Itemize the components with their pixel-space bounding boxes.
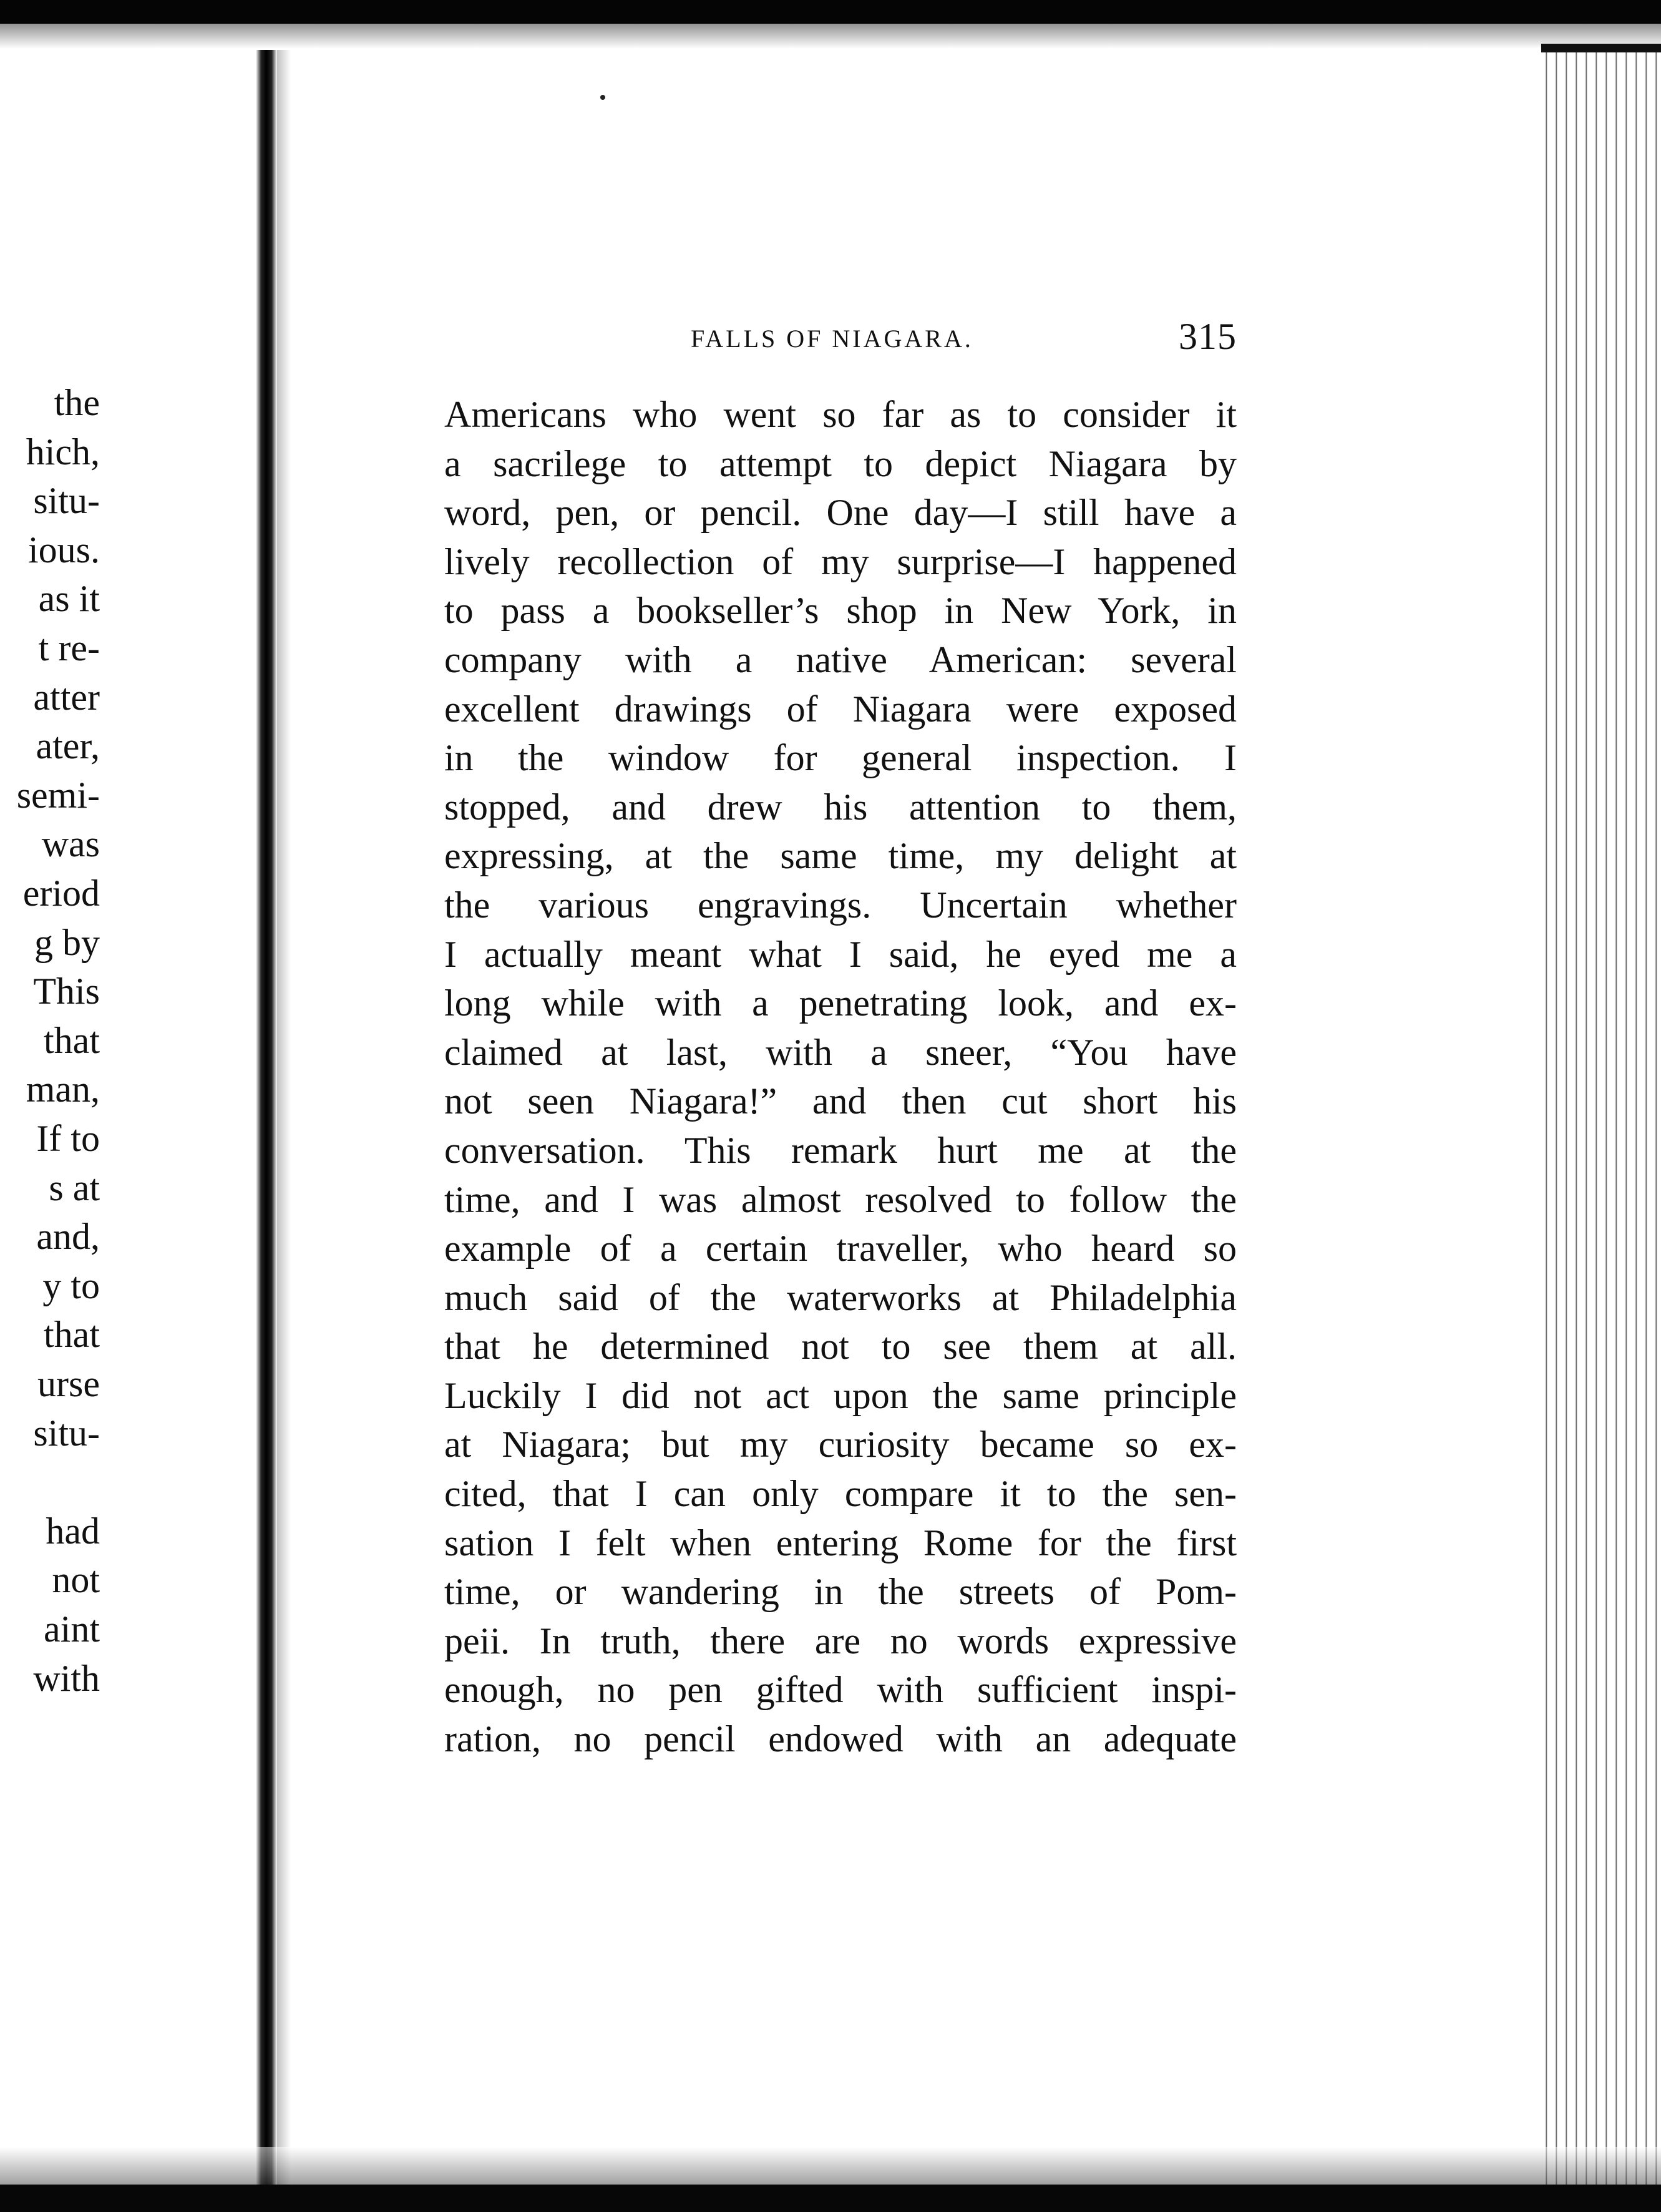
body-line-text: example of a certain traveller, who heard so	[444, 1228, 1237, 1270]
page-edges	[1541, 44, 1661, 2212]
body-line	[444, 1175, 1237, 1225]
gutter-shadow	[277, 50, 291, 2212]
body-line-text: that he determined not to see them at all.	[444, 1326, 1237, 1368]
left-page-line: atter	[33, 676, 100, 718]
left-page-line: as it	[38, 578, 100, 620]
left-page-line: situ-	[33, 480, 100, 522]
running-head: FALLS OF NIAGARA.	[691, 325, 973, 353]
body-line	[444, 930, 1237, 979]
left-page-line: was	[41, 823, 100, 865]
left-page-line: the	[54, 382, 100, 423]
body-line	[444, 586, 1237, 635]
body-line-text: excellent drawings of Niagara were exposed	[444, 688, 1237, 730]
body-line-text: Luckily I did not act upon the same principle	[444, 1374, 1237, 1416]
left-page-line: semi-	[16, 774, 100, 816]
body-line	[444, 881, 1237, 930]
body-line	[444, 1420, 1237, 1469]
left-page-line: man,	[26, 1069, 100, 1110]
body-line-text: time, or wandering in the streets of Pom-	[444, 1571, 1237, 1613]
left-page-line: s at	[49, 1167, 100, 1208]
body-line-text: to pass a bookseller’s shop in New York, in	[444, 590, 1237, 632]
scan-top-shadow	[0, 24, 1661, 49]
body-line	[444, 1224, 1237, 1273]
body-line-text: peii. In truth, there are no words expressive	[444, 1620, 1237, 1661]
left-page-line: that	[44, 1314, 100, 1356]
left-page-line: had	[46, 1510, 100, 1552]
body-line-text: company with a native American: several	[444, 639, 1237, 680]
left-page-line: t re-	[38, 627, 100, 668]
left-page-line: not	[52, 1559, 100, 1601]
page-header	[444, 315, 1237, 359]
left-page-line: and,	[36, 1216, 100, 1258]
left-page-line: aint	[44, 1608, 100, 1650]
body-line	[444, 439, 1237, 489]
body-line-text: a sacrilege to attempt to depict Niagara by	[444, 443, 1237, 484]
print-speck	[600, 95, 605, 100]
body-line	[444, 1126, 1237, 1175]
body-line-text: enough, no pen gifted with sufficient inspi-	[444, 1669, 1237, 1711]
body-line	[444, 1469, 1237, 1519]
body-line-text: lively recollection of my surprise—I happened	[444, 541, 1237, 582]
body-line-text: ration, no pencil endowed with an adequate	[444, 1718, 1237, 1760]
body-line-text: word, pen, or pencil. One day—I still have a	[444, 492, 1237, 534]
body-line-text: Americans who went so far as to consider it	[444, 394, 1237, 435]
body-line	[444, 733, 1237, 783]
body-line-text: expressing, at the same time, my delight at	[444, 835, 1237, 877]
body-line	[444, 1665, 1237, 1715]
left-page-line: hich,	[26, 431, 100, 472]
body-line	[444, 1028, 1237, 1077]
body-line-text: not seen Niagara!” and then cut short his	[444, 1080, 1237, 1122]
body-text	[444, 390, 1237, 1764]
body-line-text: claimed at last, with a sneer, “You have	[444, 1031, 1237, 1073]
book-gutter	[256, 50, 277, 2212]
left-page-line: eriod	[22, 873, 100, 914]
body-line	[444, 1567, 1237, 1617]
body-line	[444, 783, 1237, 832]
body-line	[444, 1322, 1237, 1371]
body-line	[444, 390, 1237, 439]
left-page-line: g by	[34, 921, 100, 963]
scan-bottom-shadow	[0, 2147, 1661, 2185]
scan-top-border	[0, 0, 1661, 24]
body-line-text: stopped, and drew his attention to them,	[444, 786, 1237, 828]
body-line	[444, 1371, 1237, 1421]
body-line-text: in the window for general inspection. I	[444, 737, 1237, 779]
body-line-text: conversation. This remark hurt me at the	[444, 1129, 1237, 1171]
body-line	[444, 488, 1237, 537]
body-line	[444, 1273, 1237, 1323]
scan-bottom-border	[0, 2185, 1661, 2212]
body-line-text: the various engravings. Uncertain whether	[444, 884, 1237, 926]
body-line	[444, 1617, 1237, 1666]
left-page-line: y to	[42, 1265, 100, 1306]
page-edge-top	[1541, 44, 1661, 52]
left-page-line: If to	[36, 1118, 100, 1159]
body-line-text: I actually meant what I said, he eyed me a	[444, 933, 1237, 975]
left-page-line: ater,	[36, 725, 100, 767]
body-line-text: cited, that I can only compare it to the sen-	[444, 1473, 1237, 1515]
body-line-text: at Niagara; but my curiosity became so ex-	[444, 1424, 1237, 1466]
body-line-text: sation I felt when entering Rome for the first	[444, 1522, 1237, 1564]
left-page-line: This	[33, 971, 100, 1012]
body-line-text: long while with a penetrating look, and ex-	[444, 982, 1237, 1024]
body-line	[444, 537, 1237, 587]
left-page-line: with	[33, 1657, 100, 1699]
body-line	[444, 685, 1237, 734]
body-line	[444, 1715, 1237, 1764]
body-line	[444, 831, 1237, 881]
body-line	[444, 1519, 1237, 1568]
left-page-line: ious.	[27, 529, 100, 570]
body-line-text: time, and I was almost resolved to follow the	[444, 1178, 1237, 1220]
body-line	[444, 979, 1237, 1028]
body-line	[444, 1077, 1237, 1126]
left-page-line: urse	[37, 1363, 100, 1404]
page-number: 315	[1179, 316, 1237, 357]
body-line-text: much said of the waterworks at Philadelphia	[444, 1276, 1237, 1318]
body-line	[444, 635, 1237, 685]
left-page-line: that	[44, 1019, 100, 1061]
left-page-line: situ-	[33, 1412, 100, 1454]
